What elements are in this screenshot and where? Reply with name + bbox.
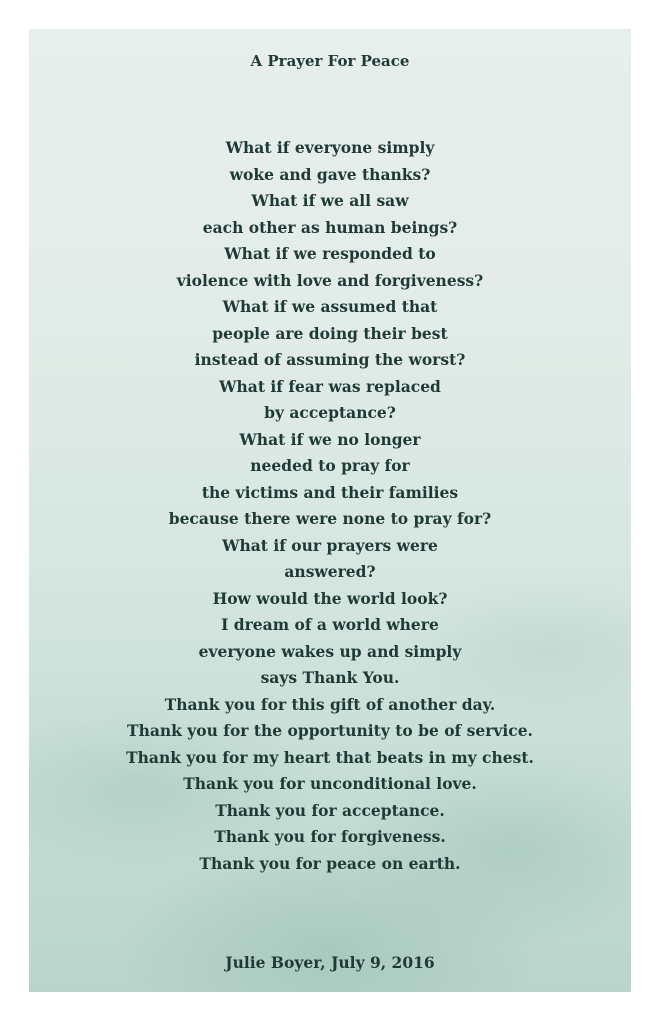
- poem-line: How would the world look?: [212, 588, 448, 608]
- poem-signature: Julie Boyer, July 9, 2016: [225, 953, 435, 972]
- poem-line: because there were none to pray for?: [168, 509, 492, 528]
- poem-line: Thank you for my heart that beats in my chest.: [126, 747, 534, 767]
- poem-line: What if we assumed that: [222, 297, 438, 316]
- poem-line: What if we no longer: [239, 429, 421, 449]
- poem-line: woke and gave thanks?: [229, 164, 431, 184]
- poem-line: each other as human beings?: [202, 217, 458, 237]
- poem-line: Thank you for this gift of another day.: [164, 694, 496, 714]
- poem-line: everyone wakes up and simply: [198, 641, 462, 661]
- poem-line: needed to pray for: [250, 456, 410, 475]
- poem-line: Thank you for forgiveness.: [214, 827, 446, 846]
- poem-line: What if we responded to: [224, 244, 436, 263]
- poem-line: Thank you for peace on earth.: [199, 853, 461, 873]
- poem-line: the victims and their families: [201, 482, 459, 502]
- poem-line: by acceptance?: [264, 403, 396, 422]
- poem-line: What if our prayers were: [222, 535, 438, 555]
- poem-line: What if we all saw: [251, 191, 409, 210]
- poem-content: [29, 29, 631, 992]
- poem-line: answered?: [284, 562, 376, 581]
- poem-line: Thank you for unconditional love.: [183, 774, 477, 793]
- poem-line: people are doing their best: [212, 323, 448, 343]
- poem-line: instead of assuming the worst?: [194, 350, 466, 369]
- poem-line: Thank you for the opportunity to be of service.: [127, 721, 533, 740]
- poem-line: What if everyone simply: [225, 138, 435, 157]
- poem-line: I dream of a world where: [221, 615, 439, 634]
- poem-line: says Thank You.: [260, 668, 400, 687]
- poem-card: [29, 29, 631, 992]
- poem-title: A Prayer For Peace: [250, 52, 410, 70]
- poem-line: violence with love and forgiveness?: [176, 270, 484, 290]
- poem-line: Thank you for acceptance.: [215, 800, 445, 820]
- poem-line: What if fear was replaced: [219, 376, 441, 396]
- poem-lines: [29, 135, 631, 877]
